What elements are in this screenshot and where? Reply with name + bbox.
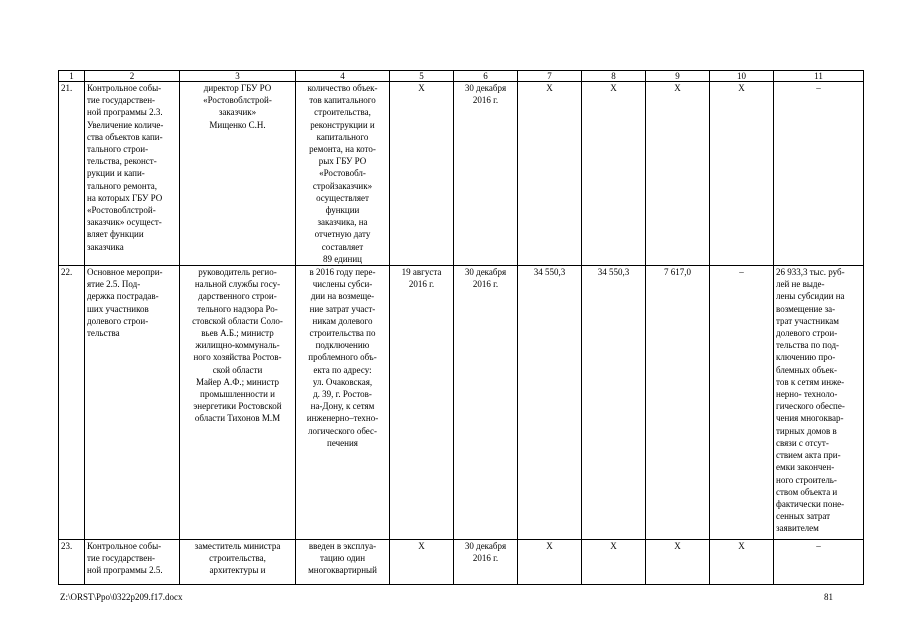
responsible-cell: руководитель регио- нальной службы госу- дарственного строи- тельного надзора Ро- стовской области Соло- вьев А.Б.; министр жилищно-коммуналь- ного хозяйства Ростов- ской области Майер А.Ф.; министр промышленности и энергетики Ростовской области Тихонов М.М [180,266,296,540]
table-row [59,266,864,540]
note-cell: 26 933,3 тыс. руб- лей не выде- лены субсидии на возмещение за- трат участникам долевого строи- тельства по под- ключению про- блемных объек- тов к сетям инже- нерно- техноло- гического обеспе- чения многоквар- тирных домов в связи с отсут- ствием акта при- емки закончен- ного строитель- ством объекта и фактически поне- сенных затрат заявителем [774,266,864,540]
result-cell: количество объек- тов капитального строительства, реконструкции и капитального ремонта, на кото- рых ГБУ РО «Ростовобл- стройзаказчик» осуществляет функции заказчика, на отчетную дату составляет 89 единиц [296,82,390,266]
column-number: 3 [180,71,296,82]
note-cell: – [816,541,821,552]
end-date-cell: 30 декабря 2016 г. [454,82,518,266]
page-number: 81 [824,592,833,602]
column-number: 11 [774,71,864,82]
column-number: 8 [582,71,646,82]
event-cell: Контрольное собы- тие государствен- ной программы 2.5. [87,541,163,576]
column-number: 5 [390,71,454,82]
value-cell: – [710,266,774,540]
column-number: 7 [518,71,582,82]
end-date-cell: 30 декабря 2016 г. [454,266,518,540]
column-number-row [59,71,864,82]
column-number: 1 [59,71,85,82]
start-date-cell: 19 августа 2016 г. [390,266,454,540]
row-number: 21. [59,82,85,266]
column-number: 9 [646,71,710,82]
value-cell: 7 617,0 [646,266,710,540]
responsible-cell: директор ГБУ РО «Ростовоблстрой- заказчик» Мищенко С.Н. [180,82,296,266]
row-number: 22. [59,266,85,540]
row-number: 23. [61,541,73,552]
value-cell: Х [546,541,553,552]
column-number: 4 [296,71,390,82]
column-number: 10 [710,71,774,82]
value-cell: Х [518,82,582,266]
value-cell: Х [674,541,681,552]
start-date-cell: Х [390,82,454,266]
column-number: 6 [454,71,518,82]
table-row [59,82,864,266]
event-cell: Основное меропри- ятие 2.5. Под- держка пострадав- ших участников долевого строи- тельства [85,266,180,540]
value-cell: Х [582,82,646,266]
responsible-cell: заместитель министра строительства, архитектуры и [194,541,281,576]
end-date-cell: 30 декабря 2016 г. [464,541,507,564]
value-cell: Х [710,82,774,266]
value-cell: Х [646,82,710,266]
value-cell: 34 550,3 [582,266,646,540]
table-row [59,540,864,585]
report-table [58,70,864,585]
column-number: 2 [85,71,180,82]
note-cell: – [774,82,864,266]
start-date-cell: Х [418,541,425,552]
value-cell: 34 550,3 [518,266,582,540]
file-path: Z:\ORST\Ppo\0322p209.f17.docx [60,592,183,602]
value-cell: Х [610,541,617,552]
result-cell: в 2016 году пере- числены субси- дии на возмеще- ние затрат участ- никам долевого строительства по подключению проблемного объ- екта по адресу: ул. Очаковская, д. 39, г. Ростов- на-Дону, к сетям инженерно–техно- логического обес- печения [296,266,390,540]
result-cell: введен в эксплуа- тацию один многоквартирный [308,541,377,576]
value-cell: Х [738,541,745,552]
event-cell: Контрольное собы- тие государствен- ной программы 2.3. Увеличение количе- ства объектов капи- тального строи- тельства, реконст- рукции и капи- тального ремонта, на которых ГБУ РО «Ростовоблстрой- заказчик» осущест- вляет функции заказчика [85,82,180,266]
